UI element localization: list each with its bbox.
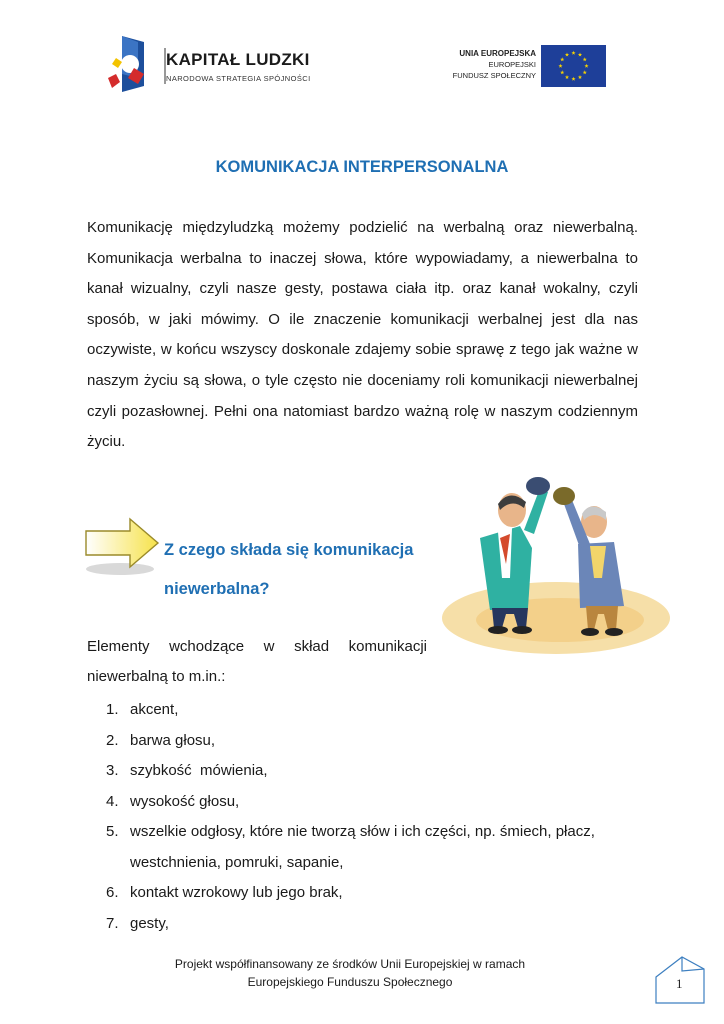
section-heading xyxy=(164,531,444,609)
list-item-number: 5. xyxy=(106,823,119,840)
list-item-text: wysokość głosu, xyxy=(130,792,240,810)
list-item-text: gesty, xyxy=(130,914,169,932)
page-footer xyxy=(100,955,600,991)
list-item-number: 1. xyxy=(106,701,119,718)
list-lead xyxy=(87,632,427,692)
eu-line-3: FUNDUSZ SPOŁECZNY xyxy=(452,71,536,80)
list-item-text: wszelkie odgłosy, które nie tworzą słów i ich części, np. śmiech, płacz, westchnienia, pomruki, sapanie, xyxy=(130,823,595,871)
footer-line-1: Projekt współfinansowany ze środków Unii Europejskiej w ramach xyxy=(174,957,526,971)
kapital-ludzki-logo xyxy=(108,34,328,94)
list-item-text: szybkość mówienia, xyxy=(130,762,268,779)
list-item-number: 3. xyxy=(106,762,119,779)
list-item xyxy=(106,787,646,818)
eu-line-1: UNIA EUROPEJSKA xyxy=(459,49,536,58)
greeting-men-illustration xyxy=(440,468,672,658)
arrow-right-icon xyxy=(82,515,164,577)
elements-list xyxy=(106,695,646,939)
kapital-ludzki-emblem-icon xyxy=(108,34,164,94)
list-item-number: 6. xyxy=(106,884,119,901)
footer-line-2: Europejskiego Funduszu Społecznego xyxy=(247,975,453,989)
list-item-number: 2. xyxy=(106,731,119,749)
kapital-ludzki-title: KAPITAŁ LUDZKI xyxy=(166,50,310,69)
kapital-ludzki-subtitle: NARODOWA STRATEGIA SPÓJNOŚCI xyxy=(166,74,311,83)
document-title: KOMUNIKACJA INTERPERSONALNA xyxy=(215,158,509,176)
intro-paragraph: Komunikację międzyludzką możemy podzielić na werbalną oraz niewerbalną. Komunikacja werbalna to inaczej słowa, które wypowiadamy, a niewerbalna to kanał wizualny, czyli nasze gesty, postawa ciała itp. oraz kanał wokalny, czyli sposób, w jaki mówimy. O ile znaczenie komunikacji werbalnej jest dla nas oczywiste, w końcu wszyscy doskonale zdajemy sobie sprawę z tego jak ważne w naszym życiu są słowa, o tyle często nie doceniamy roli komunikacji niewerbalnej czyli pozasłownej. Pełni ona natomiast bardzo ważną rolę w naszym codziennym życiu. xyxy=(87,219,638,451)
list-item xyxy=(106,909,646,940)
list-item-number: 4. xyxy=(106,792,119,810)
list-item-text: barwa głosu, xyxy=(130,731,216,749)
list-item xyxy=(106,695,646,726)
eu-line-2: EUROPEJSKI xyxy=(488,60,536,69)
eu-logo-text xyxy=(453,48,536,81)
list-item-text: akcent, xyxy=(130,701,179,718)
list-item-number: 7. xyxy=(106,914,119,932)
list-lead-line-1: Elementy wchodzące w skład komunikacji xyxy=(87,638,427,655)
list-item xyxy=(106,878,646,909)
list-item xyxy=(106,756,646,787)
list-item-text: kontakt wzrokowy lub jego brak, xyxy=(130,884,343,901)
eu-flag-icon xyxy=(541,45,606,87)
list-item xyxy=(106,817,646,878)
section-heading-line-2: niewerbalna? xyxy=(164,580,270,598)
list-lead-line-2: niewerbalną to m.in.: xyxy=(87,668,226,685)
list-item xyxy=(106,726,646,757)
page-number: 1 xyxy=(676,976,683,991)
section-heading-line-1: Z czego składa się komunikacja xyxy=(164,541,414,559)
